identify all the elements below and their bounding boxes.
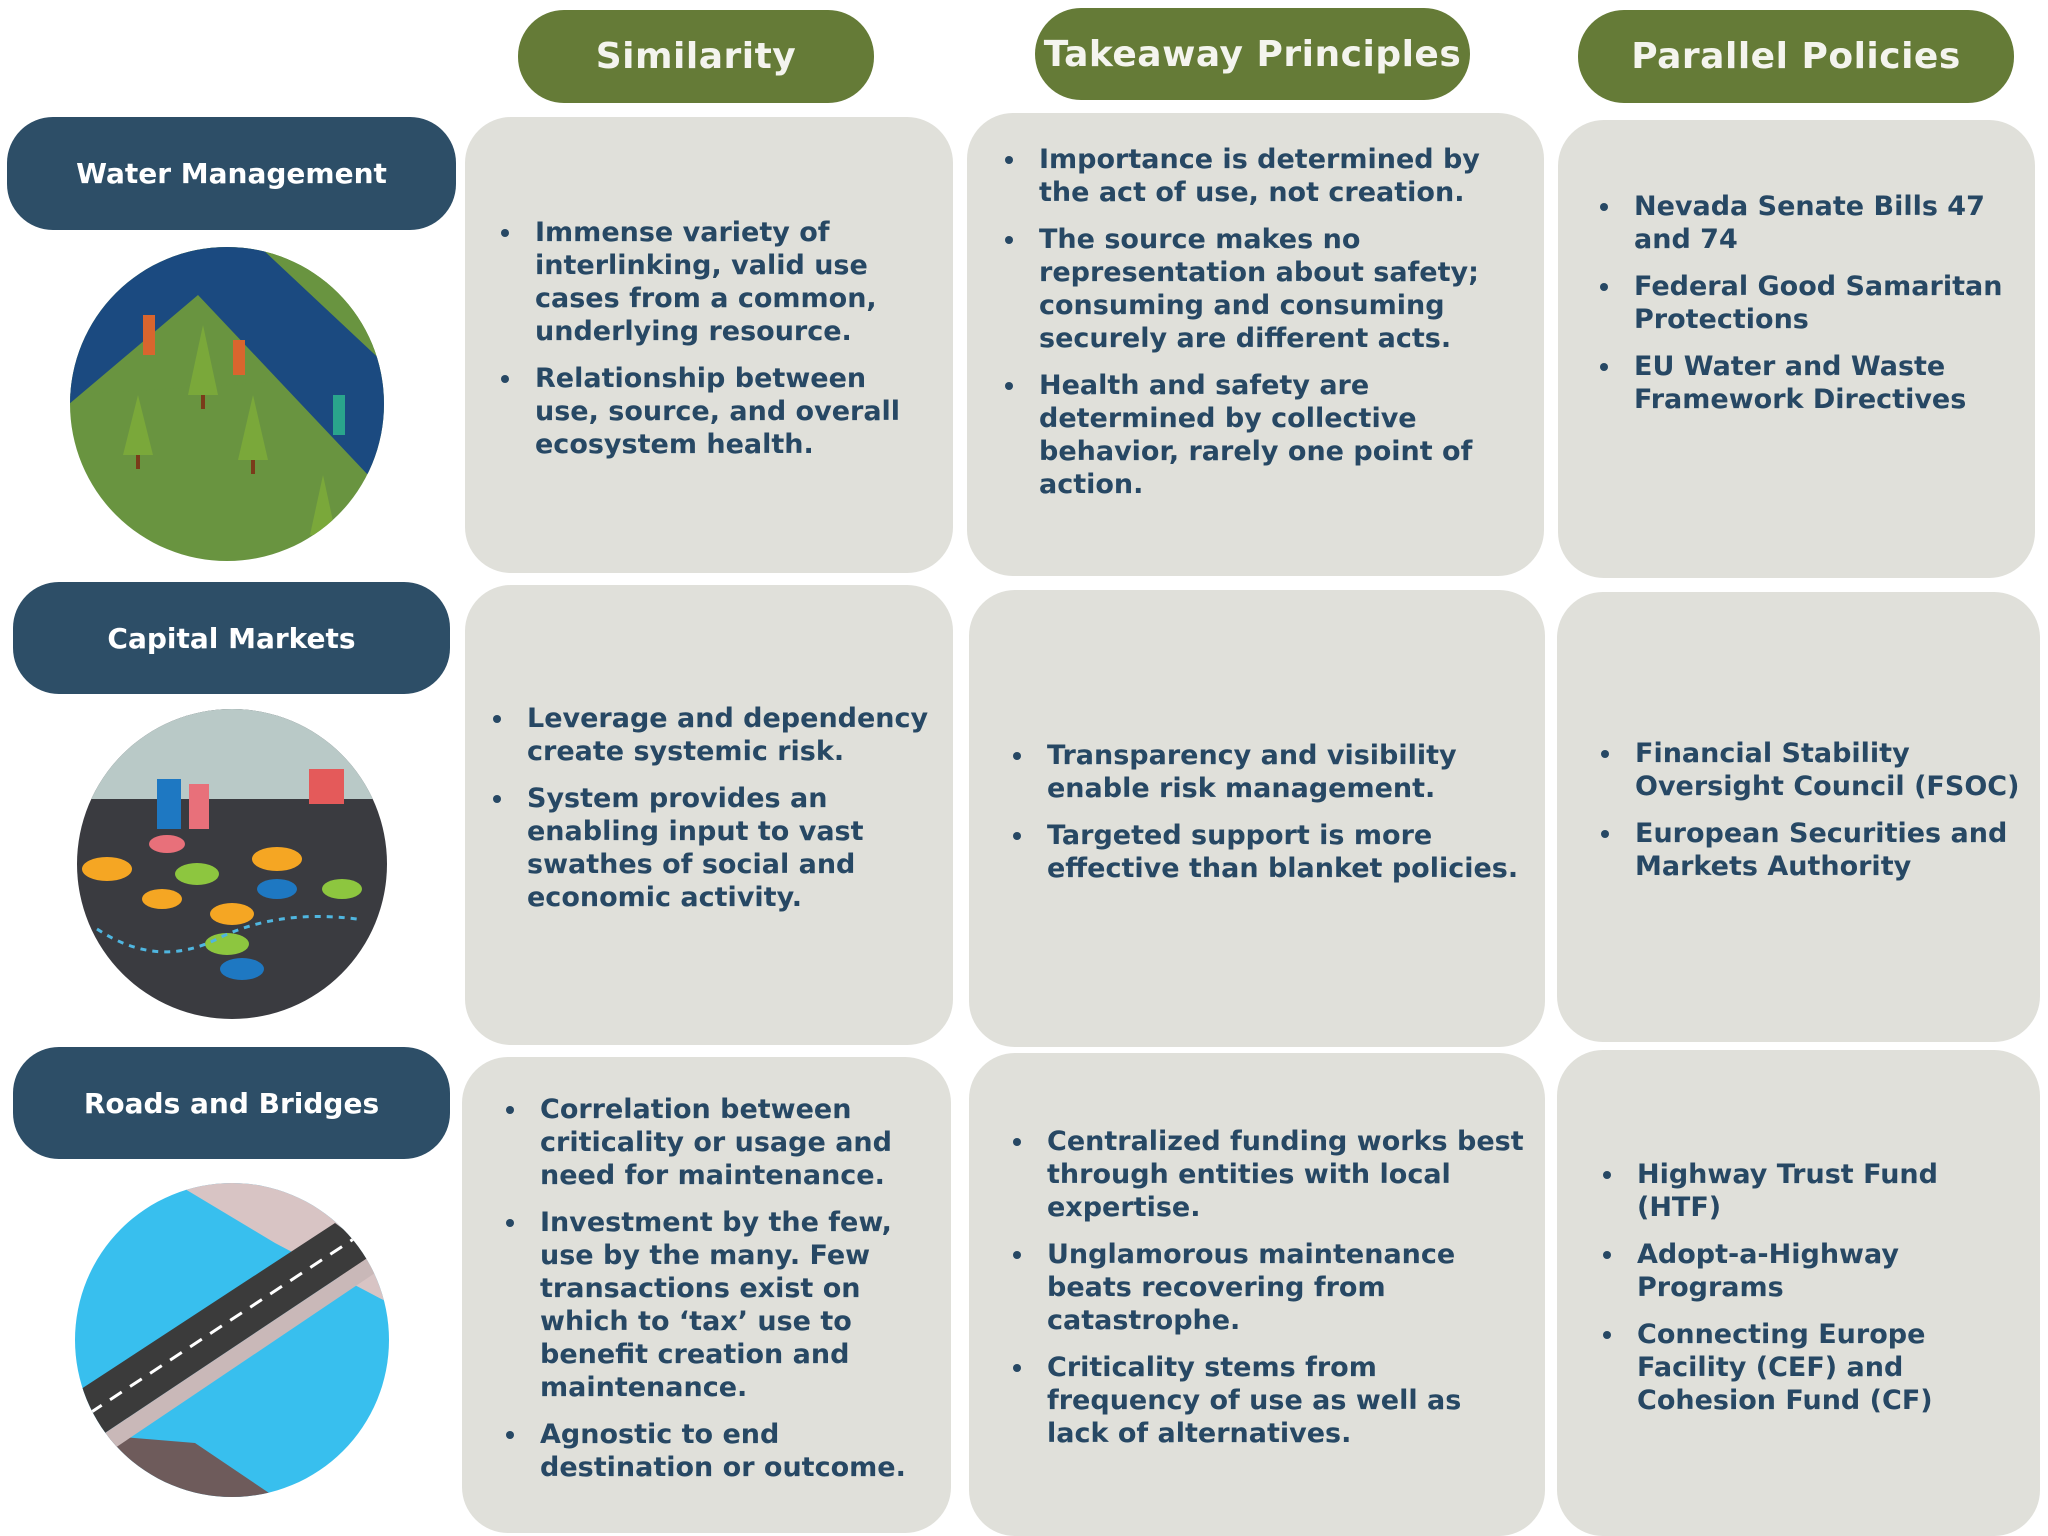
roads-bridges-illustration xyxy=(75,1183,389,1497)
similarity-item: Correlation between criticality or usage and need for maintenance. xyxy=(540,1093,931,1192)
policy-item: Federal Good Samaritan Protections xyxy=(1634,270,2015,336)
takeaways-card-roads xyxy=(969,1053,1545,1536)
policy-item: Financial Stability Oversight Council (FSOC) xyxy=(1635,737,2030,803)
policy-item: Nevada Senate Bills 47 and 74 xyxy=(1634,190,2015,256)
takeaway-item: Health and safety are determined by collective behavior, rarely one point of action. xyxy=(1039,369,1524,501)
similarity-item: System provides an enabling input to vast swathes of social and economic activity. xyxy=(527,782,933,914)
column-header-takeaway-principles: Takeaway Principles xyxy=(1035,8,1470,100)
row-label-roads-bridges: Roads and Bridges xyxy=(13,1047,450,1159)
takeaway-item: The source makes no representation about safety; consuming and consuming securely are different acts. xyxy=(1039,223,1524,355)
similarity-card-capital xyxy=(465,585,953,1045)
row-label-water-management: Water Management xyxy=(7,117,456,230)
takeaway-item: Unglamorous maintenance beats recovering from catastrophe. xyxy=(1047,1238,1525,1337)
policy-item: Highway Trust Fund (HTF) xyxy=(1637,1158,2030,1224)
takeaway-item: Centralized funding works best through entities with local expertise. xyxy=(1047,1126,1524,1223)
similarity-card-water xyxy=(465,117,953,573)
similarity-item: Immense variety of interlinking, valid use cases from a common, underlying resource. xyxy=(535,216,933,348)
similarity-item: Agnostic to end destination or outcome. xyxy=(540,1418,931,1484)
policies-card-water xyxy=(1558,120,2035,578)
takeaway-item: Transparency and visibility enable risk management. xyxy=(1047,739,1525,805)
policy-item: Connecting Europe Facility (CEF) and Cohesion Fund (CF) xyxy=(1637,1318,2030,1417)
takeaway-item: Criticality stems from frequency of use as well as lack of alternatives. xyxy=(1047,1351,1525,1450)
policy-item: Adopt-a-Highway Programs xyxy=(1637,1238,2030,1304)
similarity-item: Leverage and dependency create systemic risk. xyxy=(527,702,933,768)
policies-card-capital xyxy=(1557,592,2040,1042)
takeaways-card-water xyxy=(967,113,1544,576)
policy-item: EU Water and Waste Framework Directives xyxy=(1634,350,2015,416)
similarity-item: Investment by the few, use by the many. Few transactions exist on which to ‘tax’ use to benefit creation and maintenance. xyxy=(540,1206,931,1404)
water-management-illustration xyxy=(68,245,386,563)
similarity-card-roads xyxy=(462,1057,951,1533)
takeaway-item: Targeted support is more effective than blanket policies. xyxy=(1047,819,1525,885)
similarity-item: Relationship between use, source, and overall ecosystem health. xyxy=(535,362,933,461)
row-label-capital-markets: Capital Markets xyxy=(13,582,450,694)
capital-markets-illustration xyxy=(77,709,387,1019)
policies-card-roads xyxy=(1557,1050,2040,1536)
column-header-parallel-policies: Parallel Policies xyxy=(1578,10,2014,103)
takeaway-item: Importance is determined by the act of use, not creation. xyxy=(1039,143,1524,209)
takeaways-card-capital xyxy=(969,590,1545,1047)
column-header-similarity: Similarity xyxy=(518,10,874,103)
policy-item: European Securities and Markets Authority xyxy=(1635,817,2030,883)
